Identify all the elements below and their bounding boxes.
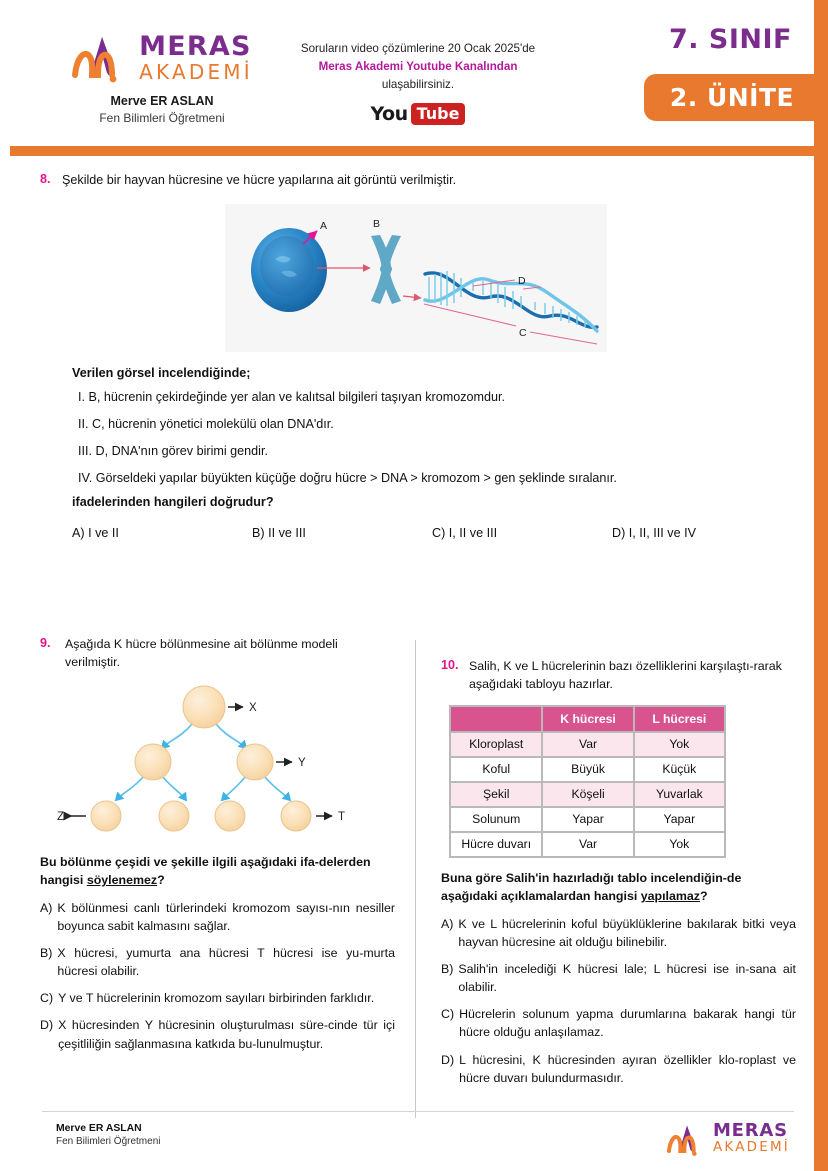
question-9-prompt: Aşağıda K hücre bölünmesine ait bölünme modeli verilmiştir.	[65, 637, 338, 669]
table-cell-l: Küçük	[634, 757, 725, 782]
option-text: Hücrelerin solunum yapma durumlarına bakarak hangi tür hücre olduğu anlaşılamaz.	[459, 1007, 796, 1040]
question-9-option-d[interactable]	[40, 1016, 395, 1052]
option-letter: A)	[441, 916, 454, 931]
footer-teacher-role: Fen Bilimleri Öğretmeni	[56, 1136, 161, 1147]
table-header-l: L hücresi	[634, 706, 725, 732]
question-9	[40, 636, 395, 1062]
option-letter: C)	[441, 1007, 455, 1022]
grade-label: 7. SINIF	[668, 24, 792, 55]
table-cell-feature: Şekil	[450, 782, 542, 807]
footer-logo-meras-text: MERAS	[712, 1120, 788, 1142]
table-row	[450, 732, 725, 757]
page-header	[0, 0, 828, 150]
statement-3: III. D, DNA'nın görev birimi gendir.	[78, 443, 268, 458]
question-8-option-b[interactable]: B) II ve III	[252, 526, 306, 541]
table-cell-feature: Solunum	[450, 807, 542, 832]
option-text: Y ve T hücrelerinin kromozom sayıları birbirinden farklıdır.	[58, 991, 375, 1006]
svg-text:T: T	[338, 810, 346, 823]
question-10-option-a[interactable]	[441, 915, 796, 951]
question-10-option-b[interactable]	[441, 960, 796, 996]
option-text: L hücresini, K hücresinden ayıran özellikler klo-roplast ve hücre duvarı bulundurmasıdır.	[459, 1052, 796, 1085]
table-cell-k: Yapar	[542, 807, 633, 832]
svg-text:C: C	[519, 326, 527, 339]
column-divider	[415, 640, 416, 1118]
option-letter: B)	[441, 962, 454, 977]
table-cell-feature: Hücre duvarı	[450, 832, 542, 857]
table-header-k: K hücresi	[542, 706, 633, 732]
table-cell-l: Yok	[634, 832, 725, 857]
youtube-logo-icon[interactable]	[371, 103, 466, 125]
header-teacher-role: Fen Bilimleri Öğretmeni	[99, 111, 225, 125]
statement-1: I. B, hücrenin çekirdeğinde yer alan ve kalıtsal bilgileri taşıyan kromozomdur.	[78, 389, 505, 404]
question-9-options	[40, 899, 395, 1053]
promo-line-2: Meras Akademi Youtube Kanalından	[318, 59, 518, 73]
footer-logo-akademi-text: AKADEMİ	[712, 1139, 790, 1156]
lower-two-column-area	[40, 636, 796, 1116]
question-10-prompt: Salih, K ve L hücrelerinin bazı özelliklerini karşılaştı-rarak aşağıdaki tabloyu hazırlar.	[469, 659, 782, 691]
table-cell-k: Var	[542, 832, 633, 857]
table-row	[450, 757, 725, 782]
table-cell-feature: Kloroplast	[450, 732, 542, 757]
question-9-ask-post: ?	[157, 872, 165, 887]
question-9-ask	[40, 854, 395, 890]
question-10-ask-post: ?	[699, 888, 708, 903]
svg-text:X: X	[249, 701, 257, 714]
statement-2: II. C, hücrenin yönetici molekülü olan DNA'dır.	[78, 416, 334, 431]
logo-meras-text: MERAS	[139, 30, 252, 62]
footer-brand-logo	[666, 1119, 790, 1159]
svg-text:Y: Y	[298, 756, 306, 769]
question-8-option-a[interactable]: A) I ve II	[72, 526, 119, 541]
question-8-ask: ifadelerinden hangileri doğrudur?	[72, 495, 274, 510]
option-letter: A)	[40, 900, 53, 915]
question-10	[441, 636, 796, 1096]
question-10-ask	[441, 870, 796, 906]
option-text: K ve L hücrelerinin koful büyüklüklerine bakılarak bitki veya hayvan hücresine ait olduğu bilinebilir.	[458, 916, 796, 950]
header-teacher-name: Merve ER ASLAN	[110, 94, 214, 108]
question-9-number: 9.	[40, 636, 51, 650]
footer-teacher-block	[56, 1123, 160, 1147]
option-letter: B)	[40, 946, 53, 961]
meras-m-logo-icon	[71, 27, 133, 87]
question-9-ask-underline: söylenemez	[86, 872, 158, 887]
question-8-statement-list	[40, 388, 792, 488]
table-row	[450, 782, 725, 807]
option-text: X hücresi, yumurta ana hücresi T hücresi ise yu-murta hücresi olabilir.	[57, 946, 395, 979]
cell-comparison-table	[449, 705, 726, 858]
header-orange-rule	[10, 146, 814, 156]
question-9-option-b[interactable]	[40, 944, 395, 980]
table-cell-l: Yok	[634, 732, 725, 757]
question-8-option-d[interactable]: D) I, II, III ve IV	[612, 526, 696, 541]
question-8	[40, 172, 792, 540]
table-cell-l: Yuvarlak	[634, 782, 725, 807]
cell-chromosome-dna-diagram	[225, 204, 607, 352]
option-letter: D)	[40, 1018, 54, 1033]
cell-division-tree-diagram	[40, 682, 395, 842]
question-9-ask-pre: Bu bölünme çeşidi ve şekille ilgili aşağıdaki ifa-delerden hangisi	[40, 854, 371, 887]
question-10-options	[441, 915, 796, 1087]
option-text: K bölünmesi canlı türlerindeki kromozom sayısı-nın nesiller boyunca sabit kalmasını sağlar.	[57, 900, 395, 934]
table-header-blank	[450, 706, 542, 732]
promo-line-1: Soruların video çözümlerine 20 Ocak 2025'de	[300, 42, 536, 55]
footer-teacher-name: Merve ER ASLAN	[56, 1123, 142, 1134]
table-header-row	[450, 706, 725, 732]
option-letter: C)	[40, 991, 54, 1006]
page-footer	[0, 1111, 828, 1171]
question-10-option-d[interactable]	[441, 1051, 796, 1087]
footer-divider	[42, 1111, 794, 1112]
question-8-option-c[interactable]: C) I, II ve III	[432, 526, 498, 541]
question-10-option-c[interactable]	[441, 1005, 796, 1041]
table-row	[450, 807, 725, 832]
table-cell-k: Büyük	[542, 757, 633, 782]
youtube-tube-text: Tube	[411, 103, 466, 125]
option-text: Salih'in incelediği K hücresi lale; L hücresi ise in-sana ait olabilir.	[458, 962, 796, 995]
statement-4: IV. Görseldeki yapılar büyükten küçüğe doğru hücre > DNA > kromozom > gen şeklinde sıralanır.	[78, 470, 617, 485]
meras-m-logo-icon	[666, 1119, 708, 1159]
promo-line-3: ulaşabilirsiniz.	[381, 77, 455, 91]
question-10-number: 10.	[441, 658, 459, 672]
logo-akademi-text: AKADEMİ	[139, 59, 253, 84]
svg-text:Z: Z	[57, 810, 65, 823]
table-cell-feature: Koful	[450, 757, 542, 782]
youtube-you-text: You	[370, 102, 408, 125]
question-9-option-c[interactable]	[40, 989, 395, 1007]
question-8-prompt: Şekilde bir hayvan hücresine ve hücre yapılarına ait görüntü verilmiştir.	[62, 173, 457, 187]
option-letter: D)	[441, 1052, 455, 1067]
question-9-option-a[interactable]	[40, 899, 395, 935]
table-cell-l: Yapar	[634, 807, 725, 832]
promo-block	[278, 40, 558, 125]
question-10-ask-underline: yapılamaz	[640, 888, 700, 903]
option-text: X hücresinden Y hücresinin oluşturulması süre-cinde tür içi çeşitliliğin sağlanmasına katkıda bu-lunulmuştur.	[58, 1018, 395, 1051]
question-8-number: 8.	[40, 172, 51, 186]
unit-badge-label: 2. ÜNİTE	[669, 83, 795, 112]
question-10-ask-pre: Buna göre Salih'in hazırladığı tablo incelendiğin-de aşağıdaki açıklamalardan hangisi	[441, 870, 742, 903]
brand-logo-block	[56, 26, 268, 125]
table-cell-k: Var	[542, 732, 633, 757]
table-cell-k: Köşeli	[542, 782, 633, 807]
table-row	[450, 832, 725, 857]
unit-badge	[644, 74, 828, 121]
svg-text:D: D	[518, 274, 526, 287]
question-8-subheading: Verilen görsel incelendiğinde;	[72, 365, 251, 380]
svg-text:A: A	[320, 219, 328, 232]
svg-text:B: B	[373, 217, 381, 230]
right-edge-orange-strip	[814, 0, 828, 1171]
question-8-options	[40, 526, 792, 540]
